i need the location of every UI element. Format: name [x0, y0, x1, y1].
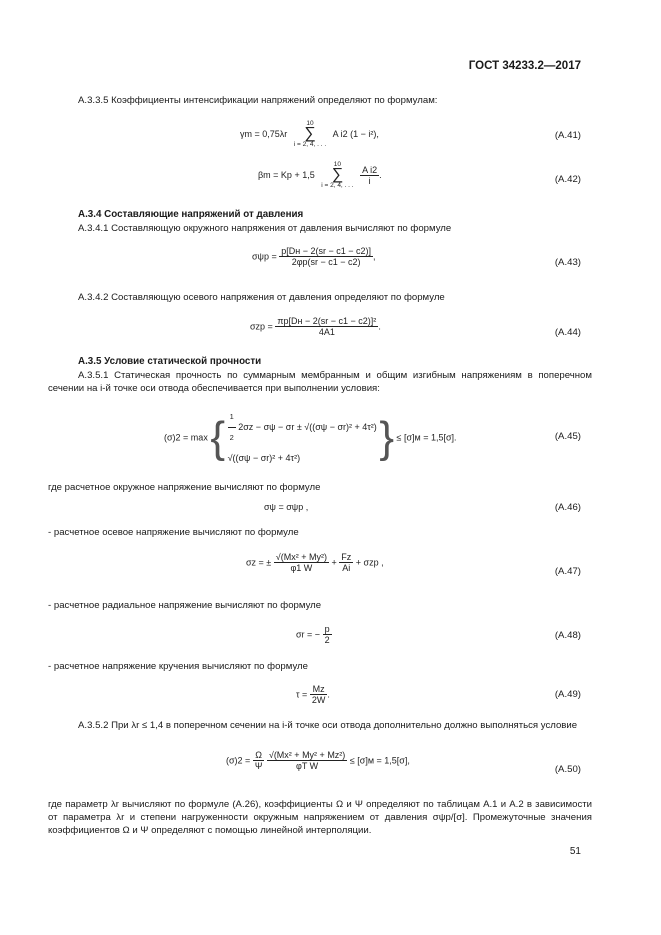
equation-a47-lhs: σz = ± [246, 557, 272, 568]
right-brace-icon: } [379, 412, 395, 462]
equation-a48-lhs: σr = − [296, 629, 321, 640]
document-code: ГОСТ 34233.2—2017 [468, 60, 581, 72]
fraction-numerator: p [324, 624, 330, 634]
equation-a44: σzp = $\frac{\text{πp[Dн − 2(sr − c1 − c2)]²}}{4A1}$ . [250, 316, 381, 337]
fraction-denominator: 2 [324, 635, 330, 645]
fraction-numerator: Mz [312, 684, 325, 694]
fraction-numerator: Ω [255, 750, 262, 760]
left-brace-icon: { [210, 412, 226, 462]
equation-a47 [246, 552, 384, 573]
fraction-denominator: Ai [339, 562, 353, 573]
fraction-denominator: φ1 W [274, 562, 329, 573]
fraction-numerator: √(Mx² + My²) [275, 552, 327, 562]
sigma-icon: ∑ [304, 125, 316, 142]
equation-a45-lhs: (σ)2 = max [164, 432, 208, 443]
equation-a45-options [228, 407, 377, 468]
sum-upper-limit: 10 [333, 161, 342, 168]
equation-a50-rhs: ≤ [σ]м = 1,5[σ], [349, 755, 410, 766]
equation-label-a44: (А.44) [554, 327, 581, 338]
equation-a41-body: A i2 (1 − i²), [332, 129, 379, 139]
equation-a50 [226, 750, 410, 771]
equation-a45-row2: √((σψ − σr)² + 4τ²) [227, 453, 301, 463]
paragraph-where: где расчетное окружное напряжение вычисляют по формуле [48, 482, 321, 493]
plus-sign: + [331, 557, 337, 568]
equation-a49 [296, 684, 330, 705]
fraction-numerator: A i2 [362, 164, 378, 175]
fraction-denominator: 4A1 [275, 326, 378, 337]
paragraph-a341: А.3.4.1 Составляющую окружного напряжения от давления вычисляют по формуле [78, 223, 452, 234]
equation-a43: σψp = $\frac{p[Dн - 2(sr - c1 - c2)]}{2\varphi p(sr - c1 - c2)}$ , [252, 246, 376, 267]
equation-a42: βm = Kp + 1,5 10 ∑ i = 2, 4, . . . $\frac{\text{A i2}}{i}$ . [258, 161, 382, 189]
sum-operator [321, 161, 353, 189]
section-heading-a35: А.3.5 Условие статической прочности [78, 356, 262, 367]
paragraph-a352: А.3.5.2 При λr ≤ 1,4 в поперечном сечении на i-й точке оси отвода дополнительно должно выполняться условие [78, 720, 578, 731]
sum-upper-limit: 10 [306, 120, 314, 127]
page-number: 51 [569, 846, 581, 857]
section-heading-a34: А.3.4 Составляющие напряжений от давления [78, 209, 304, 220]
paragraph-a351: А.3.5.1 Статическая прочность по суммарным мембранным и общим изгибным напряжениям в поперечном сечении на i-й точке оси отвода обеспечивается при выполнении условия: [48, 370, 592, 394]
fraction-numerator: Fz [341, 552, 352, 562]
equation-a44-lhs: σzp = [250, 321, 273, 332]
equation-a50-lhs: (σ)2 = [226, 755, 251, 766]
fraction-numerator: p[Dн − 2(sr − c1 − c2)] [281, 246, 372, 256]
fraction-numerator: πp[Dн − 2(sr − c1 − c2)]² [277, 316, 377, 326]
equation-a46: σψ = σψp , [264, 502, 309, 512]
equation-label-a43: (А.43) [554, 257, 581, 268]
equation-label-a46: (А.46) [554, 502, 581, 513]
equation-label-a48: (А.48) [554, 630, 581, 641]
sum-operator [294, 120, 326, 148]
equation-a41 [240, 120, 379, 148]
fraction-denominator: 2 [228, 427, 236, 448]
equation-label-a47: (А.47) [554, 566, 581, 577]
sum-lower-limit: i = 2, 4, . . . [321, 182, 354, 189]
paragraph-a342: А.3.4.2 Составляющую осевого напряжения от давления определяют по формуле [78, 292, 445, 303]
fraction-denominator: 2W [311, 695, 326, 705]
equation-a45 [164, 407, 457, 468]
equation-label-a42: (А.42) [554, 174, 581, 185]
equation-label-a49: (А.49) [554, 689, 581, 700]
fraction-denominator: 2φp(sr − c1 − c2) [279, 256, 373, 267]
equation-label-a41: (А.41) [554, 130, 581, 141]
equation-a41-lhs: γm = 0,75λr [240, 129, 288, 139]
equation-a49-tail: . [327, 689, 330, 700]
sigma-icon: ∑ [331, 166, 344, 183]
paragraph-torsion: - расчетное напряжение кручения вычисляют по формуле [48, 661, 308, 672]
equation-a49-lhs: τ = [296, 689, 308, 700]
fraction-denominator: φT W [267, 760, 347, 771]
paragraph-final: где параметр λr вычисляют по формуле (А.26), коэффициенты Ω и Ψ определяют по таблицам А.1 и А.2 в зависимости от параметра λr и степени нагруженности окружным напряжением от давления σψp/[σ]. Промежуточные значения коэффициентов Ω и Ψ определяют с помощью линейной интерполяции. [48, 799, 592, 836]
equation-label-a50: (А.50) [554, 764, 581, 775]
fraction-denominator: Ψ [254, 761, 263, 771]
equation-a42-lhs: βm = Kp + 1,5 [258, 170, 315, 180]
equation-a45-row1: 2σz − σψ − σr ± √((σψ − σr)² + 4τ²) [238, 421, 377, 432]
equation-a43-lhs: σψp = [252, 251, 277, 262]
paragraph-axial: - расчетное осевое напряжение вычисляют по формуле [48, 527, 299, 538]
sum-lower-limit: i = 2, 4, . . . [293, 141, 327, 148]
fraction-denominator: i [360, 175, 379, 186]
fraction-numerator: 1 [229, 412, 234, 421]
equation-a48 [296, 624, 332, 645]
equation-a45-rhs: ≤ [σ]м = 1,5[σ]. [396, 432, 457, 443]
paragraph-radial: - расчетное радиальное напряжение вычисляют по формуле [48, 600, 322, 611]
fraction-numerator: √(Mx² + My² + Mz²) [268, 750, 346, 760]
equation-label-a45: (А.45) [554, 431, 581, 442]
equation-a47-tail: + σzp , [355, 557, 384, 568]
paragraph-a335: А.3.3.5 Коэффициенты интенсификации напряжений определяют по формулам: [78, 95, 438, 106]
